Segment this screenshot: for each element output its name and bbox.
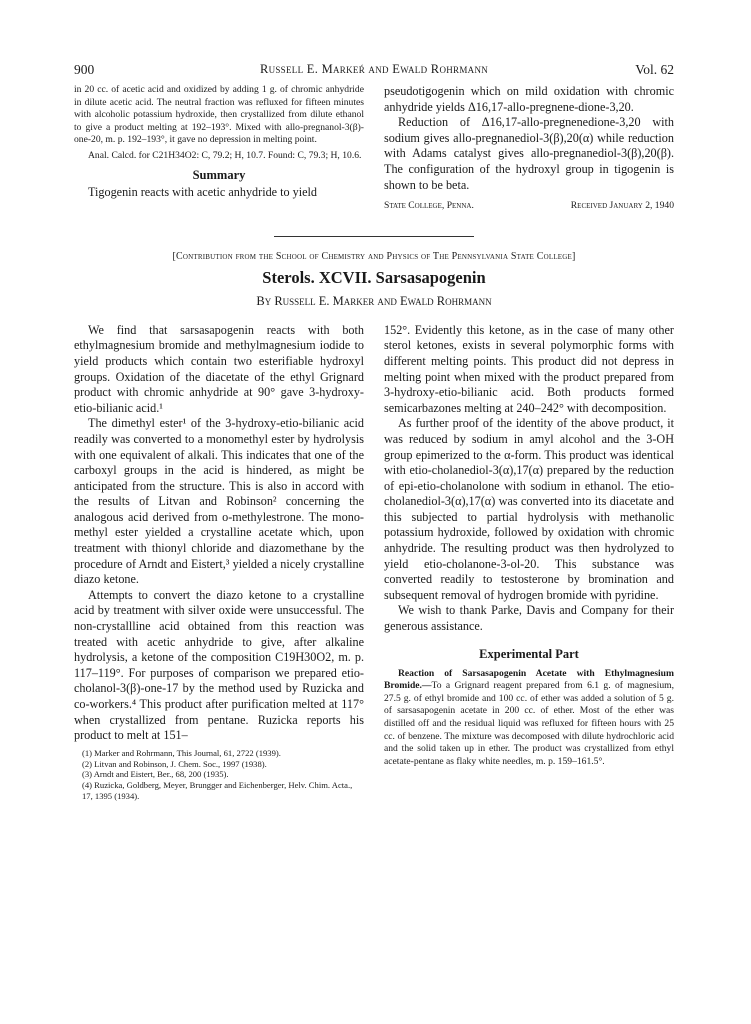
paragraph: We find that sarsasapogenin reacts with both ethylmagnesium bromide and methylmagnesium iodide to yield products which contain two esterifiable hydroxyl groups. Oxidation of the diacetate of the ethyl Grignard product with chromic anhydride at 90° gave 3-hydroxy-etio-bilianic acid.¹	[74, 322, 364, 415]
received-date: Received January 2, 1940	[570, 200, 674, 212]
analysis-line: Anal. Calcd. for C21H34O2: C, 79.2; H, 10.7. Found: C, 79.3; H, 10.6.	[88, 149, 362, 161]
summary-reduction: Reduction of Δ16,17-allo-pregnenedione-3,20 with sodium gives allo-pregnanediol-3(β),20(α) while reduction with Adams catalyst gives allo-pregnanediol-3(β),20(β). The configuration of the hydroxyl group in tigogenin is shown to be beta.	[384, 115, 674, 192]
section-divider	[274, 236, 474, 237]
paragraph: Attempts to convert the diazo ketone to a crystalline acid by treatment with silver oxide were unsuccessful. The non-crystallline acid obtained from this reaction was treated with acetic anhydride to give, after alkaline hydrolysis, a ketone of the composition C19H30O2, m. p. 117–119°. For purposes of comparison we prepared etio-cholanol-3(β)-one-17 by the method used by Ruzicka and co-workers.⁴ This product after purification melted at 117° when crystallized from pentane. Ruzicka reports his product to melt at 151–	[74, 587, 364, 743]
paragraph: As further proof of the identity of the above product, it was reduced by sodium in amyl alcohol and the 3-OH group epimerized to the α-form. This product was identical with etio-cholanediol-3(α),17(α) prepared by the reduction of epi-etio-cholanolone with sodium in ethanol. The etio-cholanediol-3(α),17(α) was converted into its diacetate and this subjected to partial hydrolysis with methanolic potassium hydroxide, followed by oxidation with chromic anhydride. The resulting product was then hydrolyzed to yield etio-cholanone-3-ol-20. This substance was converted readily to testosterone by bromination and subsequent removal of hydrogen bromide with pyridine.	[384, 416, 674, 602]
experimental-paragraph: in 20 cc. of acetic acid and oxidized by adding 1 g. of chromic anhydride in dilute acetic acid. The neutral fraction was refluxed for fifteen minutes with alcoholic potassium hydroxide, then crystallized from dilute ethanol to give a product melting at 192–193°. Mixed with allo-pregnanol-3(β)-one-20, m. p. 192–193°, it gave no depression in melting point.	[74, 84, 364, 146]
article-title: Sterols. XCVII. Sarsasapogenin	[262, 267, 486, 287]
affiliation: State College, Penna.	[384, 200, 474, 212]
running-head	[74, 62, 674, 84]
experimental-heading: Experimental Part	[479, 646, 579, 661]
summary-text: Tigogenin reacts with acetic anhydride to yield	[88, 185, 318, 200]
article-left-column	[74, 323, 364, 802]
running-title: Russell E. Markeŕ and Ewald Rohrmann	[259, 62, 489, 76]
experimental-run-in: Reaction of Sarsasapogenin Acetate with Ethylmagnesium Bromide.—	[384, 667, 674, 692]
top-right-column	[384, 84, 674, 214]
top-left-column	[74, 84, 364, 214]
experimental-body: To a Grignard reagent prepared from 6.1 g. of magnesium, 27.5 g. of ethyl bromide and 100 cc. of ether was added a solution of 5 g. of sarsasapogenin acetate in 200 cc. of ether. Most of the ether was distilled off and the residual liquid was refluxed for fifteen hours with 25 cc. of benzene. The mixture was decomposed with dilute hydrochloric acid and the solid taken up in ether. The product was crystallized from ethyl acetate-pentane as flaky white needles, m. p. 159–161.5°.	[384, 680, 674, 767]
footnote: (4) Ruzicka, Goldberg, Meyer, Brungger and Eichenberger, Helv. Chim. Acta., 17, 1395 (1934).	[82, 780, 353, 801]
experimental-text	[384, 668, 674, 769]
acknowledgment: We wish to thank Parke, Davis and Company for their generous assistance.	[384, 603, 674, 634]
footnotes	[74, 748, 364, 802]
journal-page	[74, 62, 674, 802]
footnote: (3) Arndt and Eistert, Ber., 68, 200 (1935).	[82, 769, 229, 780]
top-columns	[74, 84, 674, 214]
paragraph: 152°. Evidently this ketone, as in the case of many other sterol ketones, exists in several polymorphic forms with different melting points. This product did not depress in melting point when mixed with the product prepared from 3-hydroxy-etio-bilianic acid. Both products formed semicarbazones melting at 240–242° with decomposition.	[384, 322, 674, 415]
volume-label: Vol. 62	[635, 62, 674, 77]
article-right-column	[384, 323, 674, 802]
paragraph: The dimethyl ester¹ of the 3-hydroxy-etio-bilianic acid readily was converted to a monomethyl ester by hydrolysis with one equivalent of alkali. This indicates that one of the carboxyl groups in the acid is hindered, as might be anticipated from the structure. This is also in accord with the results of Litvan and Robinson² concerning the analogous acid derived from o-methylestrone. The mono-methyl ester yielded a crystalline acetate which, upon treatment with thionyl chloride and diazomethane by the procedure of Arndt and Eistert,³ yielded a nicely crystalline diazo ketone.	[74, 416, 364, 587]
affiliation-line	[384, 198, 674, 214]
article-columns	[74, 323, 674, 802]
summary-heading: Summary	[192, 167, 246, 182]
summary-continued: pseudotigogenin which on mild oxidation with chromic anhydride yields Δ16,17-allo-pregnene-dione-3,20.	[384, 84, 674, 114]
footnote: (2) Litvan and Robinson, J. Chem. Soc., 1997 (1938).	[82, 758, 267, 769]
article-byline: By Russell E. Marker and Ewald Rohrmann	[256, 293, 492, 308]
page-number: 900	[74, 62, 95, 77]
contribution-line: [Contribution from the School of Chemistry and Physics of The Pennsylvania State College]	[172, 250, 576, 262]
footnote: (1) Marker and Rohrmann, This Journal, 61, 2722 (1939).	[82, 747, 281, 758]
